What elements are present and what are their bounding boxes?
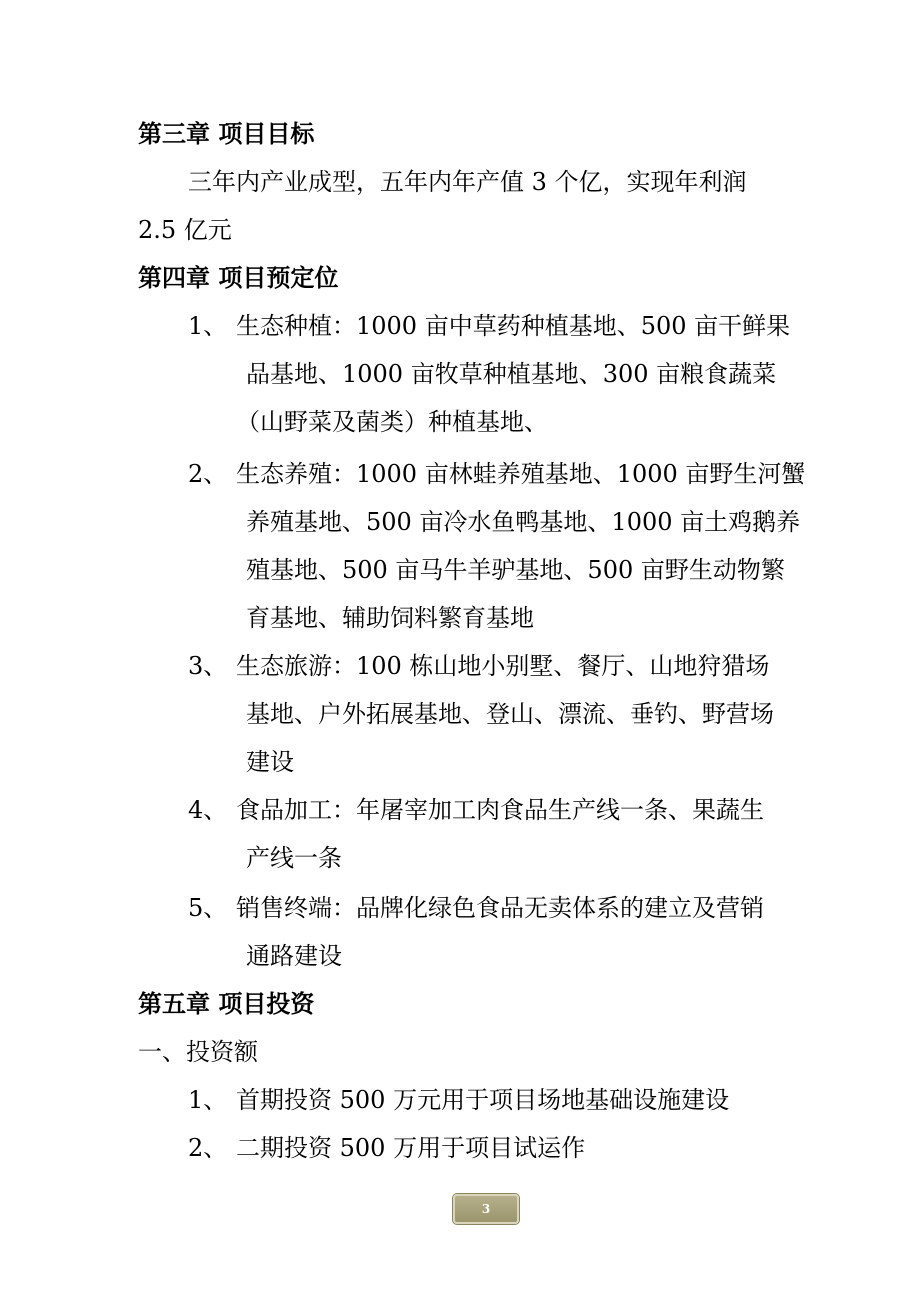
chapter5-heading: 第五章 项目投资	[138, 989, 315, 1018]
item-number: 5、	[188, 894, 228, 922]
item-number: 2、	[188, 460, 228, 488]
item-line: 首期投资 500 万元用于项目场地基础设施建设	[236, 1086, 730, 1114]
item-line: 生态旅游：100 栋山地小别墅、餐厅、山地狩猎场	[236, 652, 770, 680]
item-number: 4、	[188, 796, 228, 824]
item-line: 产线一条	[246, 844, 342, 872]
item-line: 殖基地、500 亩马牛羊驴基地、500 亩野生动物繁	[246, 556, 785, 584]
item-line: 食品加工：年屠宰加工肉食品生产线一条、果蔬生	[236, 796, 764, 824]
item-number: 1、	[188, 1086, 228, 1114]
item-line: 通路建设	[246, 942, 342, 970]
item-line: 基地、户外拓展基地、登山、漂流、垂钓、野营场	[246, 700, 774, 728]
chapter3-heading: 第三章 项目目标	[138, 119, 315, 148]
page-number: 3	[481, 1202, 491, 1216]
item-line: 销售终端：品牌化绿色食品无卖体系的建立及营销	[236, 894, 764, 922]
page-number-badge	[453, 1194, 519, 1224]
item-line: 生态种植：1000 亩中草药种植基地、500 亩干鲜果	[236, 312, 791, 340]
chapter3-text-line2: 2.5 亿元	[138, 216, 232, 244]
item-number: 2、	[188, 1134, 228, 1162]
item-line: 养殖基地、500 亩冷水鱼鸭基地、1000 亩土鸡鹅养	[246, 508, 801, 536]
chapter5-section1: 一、投资额	[138, 1038, 258, 1066]
item-line: 建设	[246, 748, 294, 776]
chapter3-text-line1: 三年内产业成型，五年内年产值 3 个亿，实现年利润	[188, 168, 747, 196]
chapter4-heading: 第四章 项目预定位	[138, 263, 339, 292]
item-line: 生态养殖：1000 亩林蛙养殖基地、1000 亩野生河蟹	[236, 460, 806, 488]
item-line: 二期投资 500 万用于项目试运作	[236, 1134, 586, 1162]
item-number: 1、	[188, 312, 228, 340]
item-line: 育基地、辅助饲料繁育基地	[246, 604, 534, 632]
item-number: 3、	[188, 652, 228, 680]
item-line: 品基地、1000 亩牧草种植基地、300 亩粮食蔬菜	[246, 360, 777, 388]
item-line: （山野菜及菌类）种植基地、	[236, 408, 548, 436]
